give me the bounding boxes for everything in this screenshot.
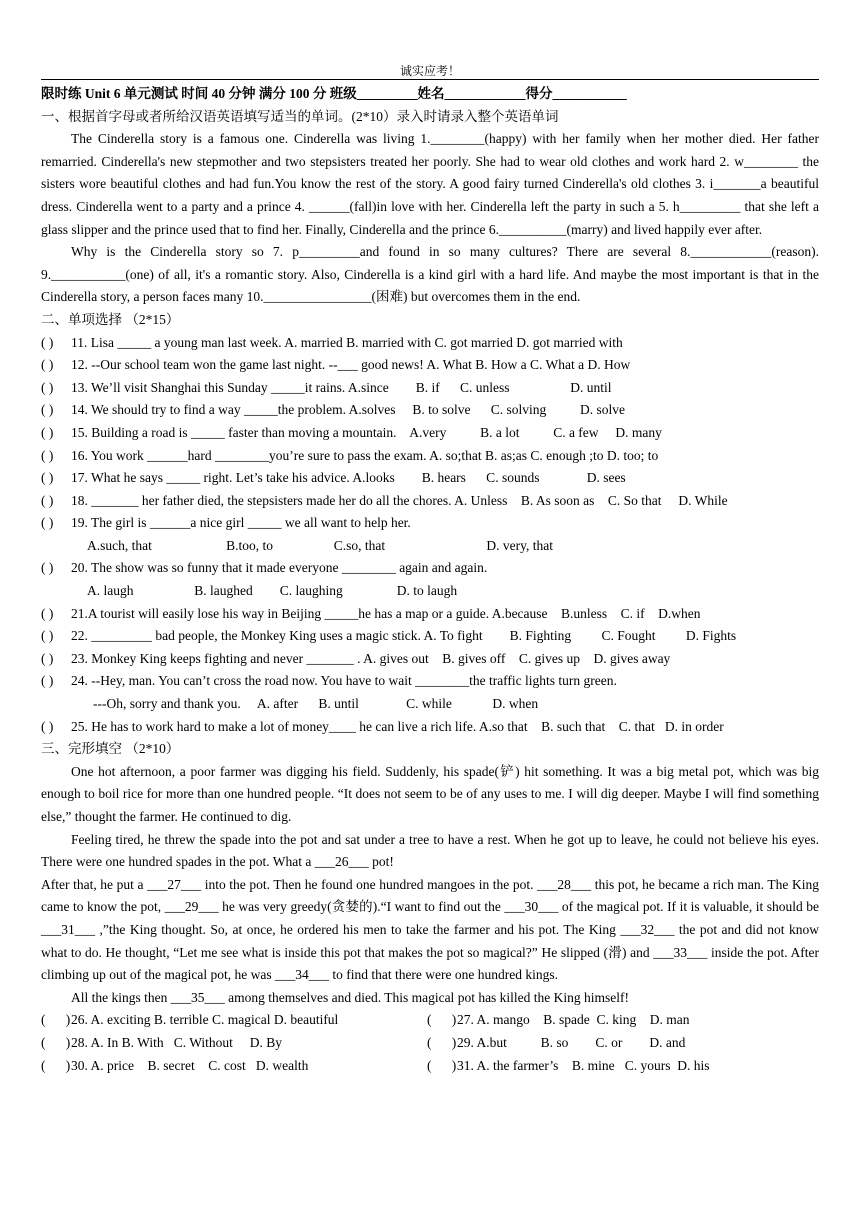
header-note: 诚实应考！ bbox=[399, 64, 460, 78]
answer-bracket[interactable]: ( ) bbox=[41, 402, 54, 418]
question-18: ( ) 18. _______ her father died, the stepsisters made her do all the chores. A. Unless B. As soon as C. So that D. While bbox=[41, 490, 819, 513]
answer-bracket[interactable]: ( ) bbox=[41, 628, 54, 644]
cloze-option-31: 31. A. the farmer’s B. mine C. yours D. his bbox=[457, 1057, 710, 1073]
answer-bracket[interactable]: ( ) bbox=[41, 1057, 71, 1073]
answer-bracket[interactable]: ( ) bbox=[41, 673, 54, 689]
section2-heading: 二、单项选择 （2*15） bbox=[41, 311, 180, 327]
answer-bracket[interactable]: ( ) bbox=[41, 424, 54, 440]
cloze-paragraph-3: After that, he put a ___27___ into the pot. Then he found one hundred mangoes in the pot. ___28___ this pot, he became a rich man. The King came to know the pot, ___29___ he was very greedy(贪婪的).“I want to find out the ___30___ of the magical pot. If it is valuable, it should be ___31___ ,”the King thought. So, at once, he ordered his men to take the farmer and his pot. The King ___32___ the pot and did not know what to do. He thought, “Let me see what is inside this pot that makes the pot so magical?” He slipped (滑) and ___33___ inside the pot. After climbing up out of the magical pot, he was ___34___ to find that there were one hundred kings. bbox=[41, 876, 819, 983]
question-23: ( ) 23. Monkey King keeps fighting and never _______ . A. gives out B. gives off C. gives up D. gives away bbox=[41, 648, 819, 671]
answer-bracket[interactable]: ( ) bbox=[41, 1012, 71, 1028]
question-20-options: A. laugh B. laughed C. laughing D. to laugh bbox=[87, 583, 458, 599]
section1-paragraph-2: Why is the Cinderella story so 7. p_________and found in so many cultures? There are several 8.____________(reason). 9.___________(one) of all, it's a romantic story. Also, Cinderella is a kind girl with a hard life. And maybe the most important is that in the Cinderella story, a person faces many 10.________________(困难) but overcomes them in the end. bbox=[41, 244, 819, 305]
answer-bracket[interactable]: ( ) bbox=[41, 515, 54, 531]
question-24-options: ---Oh, sorry and thank you. A. after B. until C. while D. when bbox=[93, 696, 539, 712]
answer-bracket[interactable]: ( ) bbox=[41, 492, 54, 508]
question-14: ( ) 14. We should try to find a way _____the problem. A.solves B. to solve C. solving D. solve bbox=[41, 399, 819, 422]
question-20: ( ) 20. The show was so funny that it made everyone ________ again and again. bbox=[41, 557, 819, 580]
answer-bracket[interactable]: ( ) bbox=[41, 650, 54, 666]
question-11: ( ) 11. Lisa _____ a young man last week. A. married B. married with C. got married D. got married with bbox=[41, 332, 819, 355]
cloze-option-29: 29. A.but B. so C. or D. and bbox=[457, 1034, 686, 1050]
question-22: ( ) 22. _________ bad people, the Monkey King uses a magic stick. A. To fight B. Fighting C. Fought D. Fights bbox=[41, 625, 819, 648]
cloze-option-28: 28. A. In B. With C. Without D. By bbox=[71, 1034, 283, 1050]
worksheet-title: 限时练 Unit 6 单元测试 时间 40 分钟 满分 100 分 班级_________姓名____________得分___________ bbox=[41, 86, 627, 101]
cloze-option-27: 27. A. mango B. spade C. king D. man bbox=[457, 1012, 690, 1028]
answer-bracket[interactable]: ( ) bbox=[41, 447, 54, 463]
question-21: ( ) 21.A tourist will easily lose his way in Beijing _____he has a map or a guide. A.because B.unless C. if D.when bbox=[41, 603, 819, 626]
cloze-options-row bbox=[41, 1055, 819, 1078]
cloze-options-row bbox=[41, 1009, 819, 1032]
question-19-options: A.such, that B.too, to C.so, that D. very, that bbox=[87, 537, 553, 553]
answer-bracket[interactable]: ( ) bbox=[41, 379, 54, 395]
section1-heading: 一、根据首字母或者所给汉语英语填写适当的单词。(2*10）录入时请录入整个英语单词 bbox=[41, 108, 559, 124]
question-12: ( ) 12. --Our school team won the game last night. --___ good news! A. What B. How a C. What a D. How bbox=[41, 354, 819, 377]
cloze-paragraph-4: All the kings then ___35___ among themselves and died. This magical pot has killed the King himself! bbox=[71, 989, 630, 1005]
question-24: ( ) 24. --Hey, man. You can’t cross the road now. You have to wait ________the traffic lights turn green. bbox=[41, 670, 819, 693]
answer-bracket[interactable]: ( ) bbox=[41, 1034, 71, 1050]
question-17: ( ) 17. What he says _____ right. Let’s take his advice. A.looks B. hears C. sounds D. sees bbox=[41, 467, 819, 490]
answer-bracket[interactable]: ( ) bbox=[41, 718, 54, 734]
cloze-paragraph-1: One hot afternoon, a poor farmer was digging his field. Suddenly, his spade(铲) hit something. It was a big metal pot, which was big enough to boil rice for more than one hundred people. “It does not seem to be of any uses to me. I will dig deeper. Maybe I will find something else,” thought the farmer. He continued to dig. bbox=[41, 763, 819, 824]
answer-bracket[interactable]: ( ) bbox=[427, 1034, 457, 1050]
answer-bracket[interactable]: ( ) bbox=[41, 357, 54, 373]
answer-bracket[interactable]: ( ) bbox=[427, 1012, 457, 1028]
question-16: ( ) 16. You work ______hard ________you’re sure to pass the exam. A. so;that B. as;as C. enough ;to D. too; to bbox=[41, 445, 819, 468]
answer-bracket[interactable]: ( ) bbox=[41, 605, 54, 621]
section3-heading: 三、完形填空 （2*10） bbox=[41, 741, 180, 757]
cloze-paragraph-2: Feeling tired, he threw the spade into the pot and sat under a tree to have a rest. When he got up to leave, he could not believe his eyes. There were one hundred spades in the pot. What a ___26___ pot! bbox=[41, 831, 819, 870]
cloze-options-row bbox=[41, 1032, 819, 1055]
cloze-option-26: 26. A. exciting B. terrible C. magical D. beautiful bbox=[71, 1012, 339, 1028]
worksheet-content bbox=[41, 83, 819, 1077]
question-19: ( ) 19. The girl is ______a nice girl _____ we all want to help her. bbox=[41, 512, 819, 535]
header-rule bbox=[41, 79, 819, 80]
answer-bracket[interactable]: ( ) bbox=[41, 334, 54, 350]
answer-bracket[interactable]: ( ) bbox=[427, 1057, 457, 1073]
section1-paragraph-1: The Cinderella story is a famous one. Cinderella was living 1.________(happy) with her family when her mother died. Her father remarried. Cinderella's new stepmother and two stepsisters treated her poorly. She had to wear old clothes and work hard 2. w________ the sisters wore beautiful clothes and had fun.You know the rest of the story. A good fairy turned Cinderella's old clothes 3. i_______a beautiful dress. Cinderella went to a party and a prince 4. ______(fall)in love with her. Cinderella left the party in such a 5. h_________ that she left a glass slipper and the prince used that to find her. Finally, Cinderella and the prince 6.__________(marry) and lived happily ever after. bbox=[41, 131, 819, 237]
question-25: ( ) 25. He has to work hard to make a lot of money____ he can live a rich life. A.so that B. such that C. that D. in order bbox=[41, 716, 819, 739]
cloze-option-30: 30. A. price B. secret C. cost D. wealth bbox=[71, 1057, 309, 1073]
answer-bracket[interactable]: ( ) bbox=[41, 560, 54, 576]
question-15: ( ) 15. Building a road is _____ faster than moving a mountain. A.very B. a lot C. a few D. many bbox=[41, 422, 819, 445]
answer-bracket[interactable]: ( ) bbox=[41, 470, 54, 486]
question-13: ( ) 13. We’ll visit Shanghai this Sunday _____it rains. A.since B. if C. unless D. until bbox=[41, 377, 819, 400]
